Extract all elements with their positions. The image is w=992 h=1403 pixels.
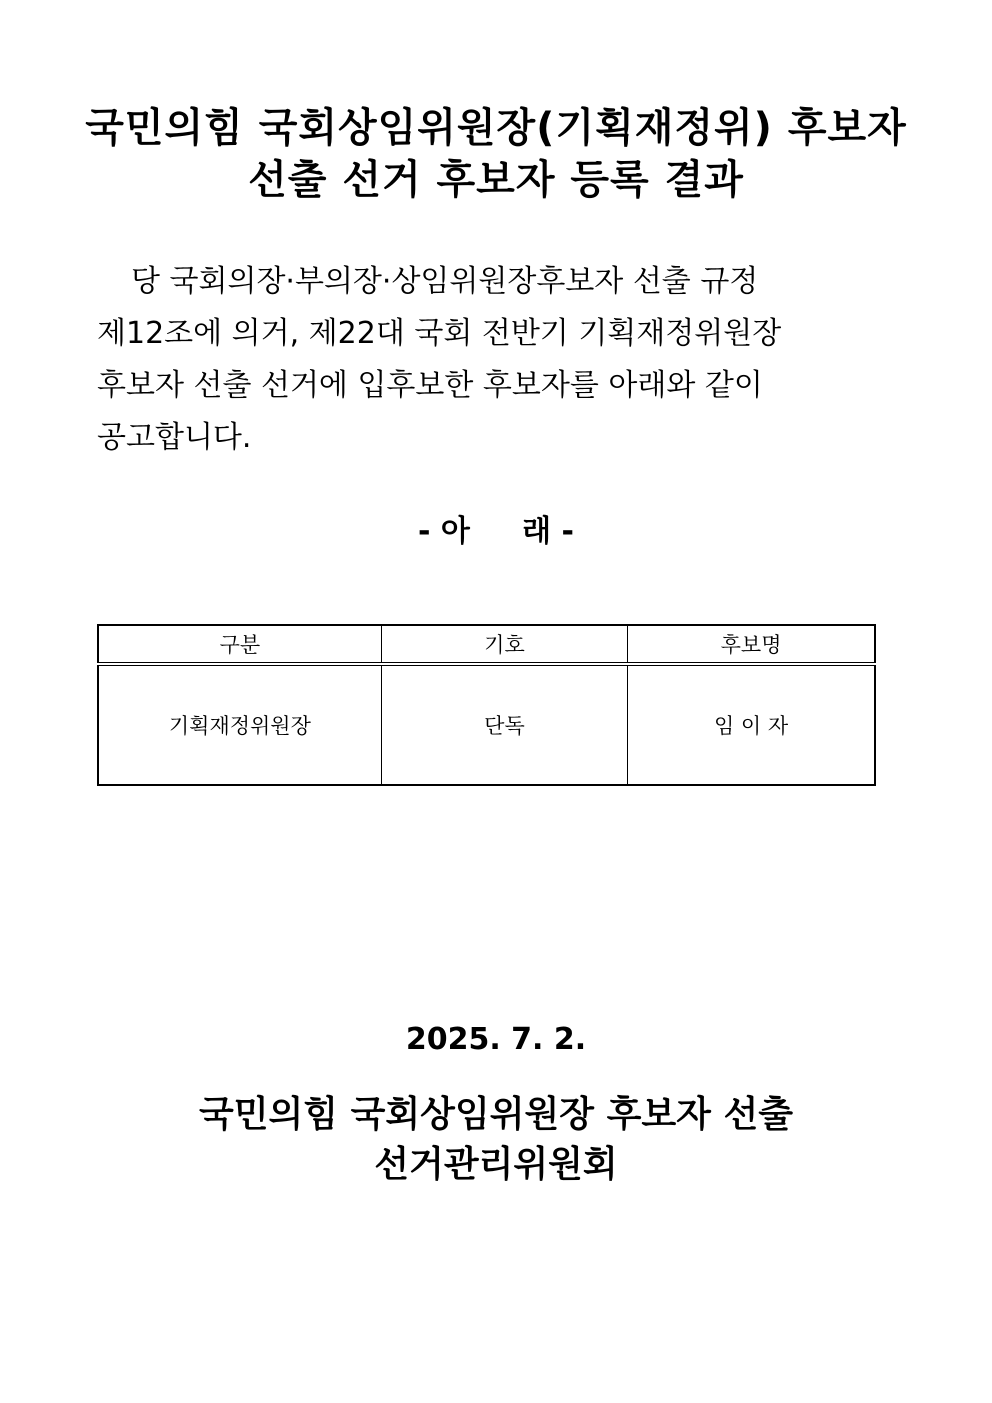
header-category: 구분 bbox=[98, 625, 381, 664]
document-title-line-2: 선출 선거 후보자 등록 결과 bbox=[248, 157, 744, 203]
body-text-line-2: 제12조에 의거, 제22대 국회 전반기 기획재정위원장 bbox=[97, 316, 782, 351]
table-row bbox=[98, 664, 875, 785]
cell-candidate-name: 임 이 자 bbox=[628, 664, 875, 785]
body-text-line-1: 당 국회의장·부의장·상임위원장후보자 선출 규정 bbox=[131, 264, 759, 299]
body-text-line-4: 공고합니다. bbox=[97, 420, 252, 455]
document-title-line-1: 국민의힘 국회상임위원장(기획재정위) 후보자 bbox=[85, 105, 907, 151]
header-symbol: 기호 bbox=[381, 625, 627, 664]
issuer-line-1: 국민의힘 국회상임위원장 후보자 선출 bbox=[198, 1094, 794, 1135]
header-candidate-name: 후보명 bbox=[628, 625, 875, 664]
notice-heading: - 아 래 - bbox=[418, 514, 574, 549]
cell-symbol: 단독 bbox=[381, 664, 627, 785]
body-text-line-3: 후보자 선출 선거에 입후보한 후보자를 아래와 같이 bbox=[97, 368, 763, 403]
table-header-row bbox=[98, 625, 875, 664]
issuer-line-2: 선거관리위원회 bbox=[374, 1144, 618, 1185]
announcement-date: 2025. 7. 2. bbox=[405, 1022, 587, 1057]
candidate-table bbox=[97, 624, 876, 786]
cell-category: 기획재정위원장 bbox=[98, 664, 381, 785]
